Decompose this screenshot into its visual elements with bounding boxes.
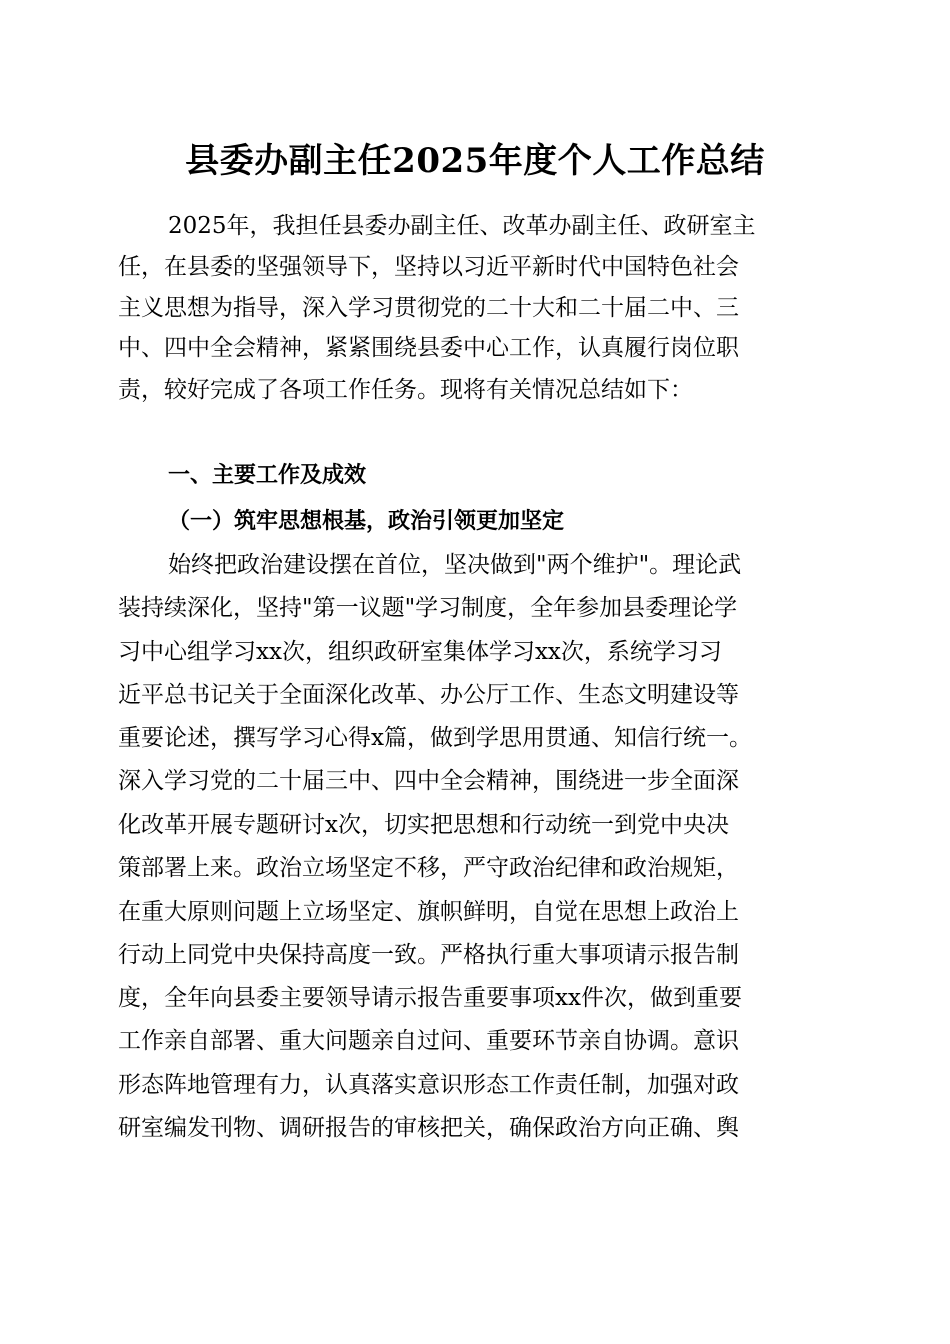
body-line: 深入学习党的二十届三中、四中全会精神，围绕进一步全面深 [118, 768, 739, 794]
body-line: 度，全年向县委主要领导请示报告重要事项xx件次，做到重要 [118, 985, 742, 1011]
body-line: 重要论述，撰写学习心得x篇，做到学思用贯通、知信行统一。 [118, 725, 752, 751]
intro-line: 中、四中全会精神，紧紧围绕县委中心工作，认真履行岗位职 [118, 335, 739, 361]
subsection-heading: （一）筑牢思想根基，政治引领更加坚定 [168, 508, 565, 534]
body-line: 化改革开展专题研讨x次，切实把思想和行动统一到党中央决 [118, 812, 729, 838]
body-line: 始终把政治建设摆在首位，坚决做到"两个维护"。理论武 [168, 552, 742, 578]
intro-line: 责，较好完成了各项工作任务。现将有关情况总结如下： [118, 377, 693, 403]
document-title: 县委办副主任2025年度个人工作总结 [185, 141, 765, 181]
body-line: 工作亲自部署、重大问题亲自过问、重要环节亲自协调。意识 [118, 1028, 739, 1054]
body-line: 行动上同党中央保持高度一致。严格执行重大事项请示报告制 [118, 942, 739, 968]
body-line: 装持续深化，坚持"第一议题"学习制度，全年参加县委理论学 [118, 595, 738, 621]
section-heading: 一、主要工作及成效 [168, 463, 367, 488]
intro-line: 主义思想为指导，深入学习贯彻党的二十大和二十届二中、三 [118, 295, 739, 321]
body-line: 习中心组学习xx次，组织政研室集体学习xx次，系统学习习 [118, 639, 722, 665]
body-line: 策部署上来。政治立场坚定不移，严守政治纪律和政治规矩， [118, 855, 739, 881]
body-line: 研室编发刊物、调研报告的审核把关，确保政治方向正确、舆 [118, 1115, 739, 1141]
intro-line: 2025年，我担任县委办副主任、改革办副主任、政研室主 [168, 213, 756, 239]
body-line: 形态阵地管理有力，认真落实意识形态工作责任制，加强对政 [118, 1072, 739, 1098]
body-line: 近平总书记关于全面深化改革、办公厅工作、生态文明建设等 [118, 682, 739, 708]
body-line: 在重大原则问题上立场坚定、旗帜鲜明，自觉在思想上政治上 [118, 899, 739, 925]
intro-line: 任，在县委的坚强领导下，坚持以习近平新时代中国特色社会 [118, 254, 739, 280]
